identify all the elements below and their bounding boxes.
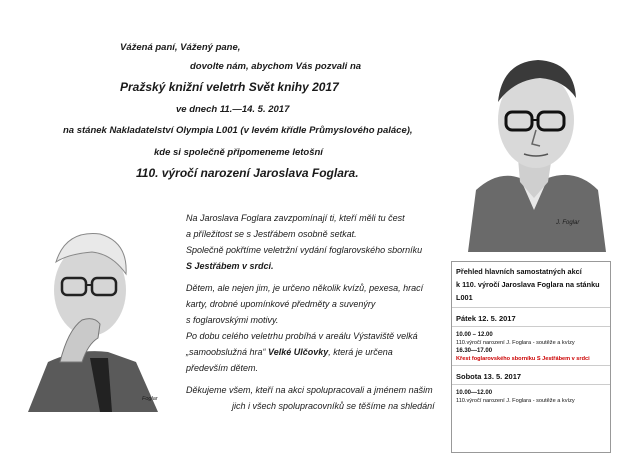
saturday-event-1: 110.výročí narození J. Foglara - soutěže a kvízy: [456, 398, 575, 404]
game-label: „samoobslužná hra“: [186, 347, 269, 357]
body-line: a příležitost se s Jestřábem osobně setkat.: [186, 229, 357, 239]
body-text: [186, 210, 456, 414]
friday-event-1: 110.výročí narození J. Foglara - soutěže a kvízy: [456, 340, 575, 346]
body-line: především dětem.: [186, 363, 259, 373]
portrait-left-drawing: [8, 212, 168, 412]
game-name: Velké Ulčovky: [268, 347, 329, 357]
game-suffix: , která je určena: [328, 347, 393, 357]
thanks-line: jich i všech spolupracovníků se těšíme na shledání: [232, 401, 435, 411]
friday-event-2: Křest foglarovského sborníku S Jestřábem v srdci: [456, 356, 590, 362]
body-line: s foglarovskými motivy.: [186, 315, 279, 325]
friday-date: Pátek 12. 5. 2017: [456, 314, 516, 323]
body-line: Společně pokřtíme veletržní vydání foglarovského sborníku: [186, 245, 423, 255]
saturday-time-1: 10.00—12.00: [456, 390, 493, 396]
saturday-date: Sobota 13. 5. 2017: [456, 372, 522, 381]
right-portrait-signature: J. Foglar: [556, 220, 580, 226]
body-line: karty, drobné upomínkové předměty a suvenýry: [186, 299, 376, 309]
stand-location: na stánek Nakladatelství Olympia L001 (v levém křídle Průmyslového paláce),: [63, 125, 413, 136]
schedule-heading-line: L001: [456, 293, 473, 302]
friday-time-2: 16.30—17.00: [456, 348, 493, 354]
foglar-portrait-right: [458, 40, 610, 252]
together-line: kde si společně připomeneme letošní: [154, 147, 323, 158]
schedule-box: [451, 261, 611, 453]
body-line: Dětem, ale nejen jim, je určeno několik kvízů, pexesa, hrací: [186, 283, 424, 293]
schedule-heading-line: k 110. výročí Jaroslava Foglara na stánku: [456, 280, 600, 289]
body-line: Po dobu celého veletrhu probíhá v areálu Výstaviště velká: [186, 331, 418, 341]
left-portrait-signature: Foglar: [142, 396, 158, 402]
portrait-right-drawing: [458, 40, 610, 252]
body-line: [186, 344, 456, 360]
sbornik-title: S Jestřábem v srdci.: [186, 261, 274, 271]
schedule-heading-line: Přehled hlavních samostatných akcí: [456, 267, 582, 276]
friday-time-1: 10.00 – 12.00: [456, 332, 493, 338]
event-dates: ve dnech 11.—14. 5. 2017: [176, 104, 290, 115]
body-line: Na Jaroslava Foglara zavzpomínají ti, kteří měli tu čest: [186, 213, 405, 223]
greeting: Vážená paní, Vážený pane,: [120, 42, 241, 53]
thanks-line: Děkujeme všem, kteří na akci spolupracovali a jménem našim: [186, 385, 433, 395]
anniversary-title: 110. výročí narození Jaroslava Foglara.: [136, 166, 359, 180]
event-title: Pražský knižní veletrh Svět knihy 2017: [120, 80, 339, 94]
schedule-heading: [452, 262, 610, 304]
invitation-line: dovolte nám, abychom Vás pozvali na: [190, 61, 362, 72]
foglar-portrait-left: [8, 212, 168, 412]
